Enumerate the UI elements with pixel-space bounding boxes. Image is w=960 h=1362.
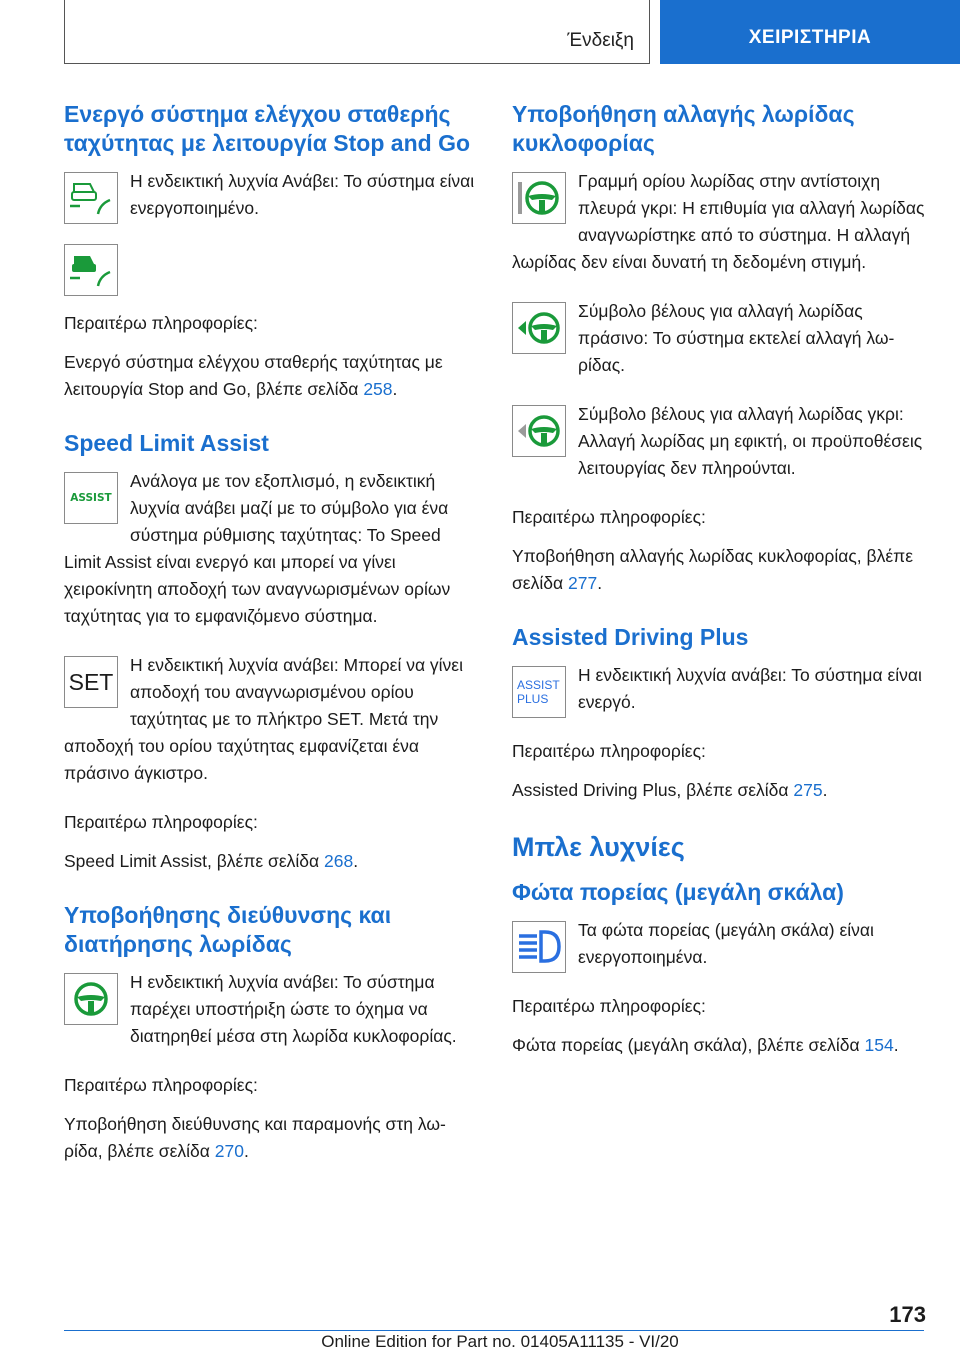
steering-wheel-grey-arrow-icon [512,405,566,457]
assist-plus-icon [512,666,566,718]
page-link-154[interactable]: 154 [864,1035,894,1055]
section-title-speed-limit-assist: Speed Limit Assist [64,430,269,456]
lane-change-green-arrow-text: Σύμβολο βέλους για αλλαγή λωρίδας πράσινο: Το σύστημα εκτελεί αλλαγή λωρίδας. [578,301,895,375]
page-number: 173 [889,1302,926,1327]
header-frame [64,0,650,64]
page-link-277[interactable]: 277 [567,573,598,593]
lane-change-grey-line-text: Γραμμή ορίου λωρίδας στην αντίστοιχη πλευρά γκρι: Η επιθυμία για αλλαγή λωρίδας αναγνωρίστηκε από το σύστημα. Η αλλαγή λωρίδας δεν είναι δυνατή τη δεδομένη στιγμή. [512,171,925,272]
more-info-label: Περαιτέρω πληροφορίες: [512,741,706,761]
set-indicator-text: Η ενδεικτική λυχνία ανάβει: Μπορεί να γίνει αποδοχή του αναγνωρισμένου ορίου ταχύτητας με το πλήκτρο SET. Μετά την αποδοχή του ορίου ταχύτητας εμφανίζεται ένα πράσινο άγκιστρο. [64,655,463,783]
assist-plus-icon-line2: PLUS [517,692,549,706]
steering-wheel-lane-line-icon [512,172,566,224]
stop-go-reference: Ενεργό σύστημα ελέγχου σταθερής ταχύτητας με λειτουργία Stop and Go, βλέπε σελίδα 258. [64,352,443,399]
lane-change-grey-arrow-block [512,401,926,494]
footer-divider [64,1330,924,1331]
assist-icon: ASSIST [64,472,118,524]
header-section-title: Ένδειξη [567,30,634,51]
steering-assist-block [64,969,478,1062]
set-icon: SET [64,656,118,708]
acc-stop-go-icon [64,172,118,224]
lane-change-reference: Υποβοήθηση αλλαγής λωρίδας κυκλοφορίας, βλέπε σελίδα 277. [512,546,913,593]
section-title-stop-go: Ενεργό σύστημα ελέγχου σταθερής ταχύτητας με λειτουργία Stop and Go [64,101,471,156]
section-title-blue-lamps: Μπλε λυχνίες [512,832,685,862]
header-chapter-tab[interactable]: ΧΕΙΡΙΣΤΗΡΙΑ [660,0,960,64]
speed-limit-assist-text: Ανάλογα με τον εξοπλισμό, η ενδεικτική λυχνία ανάβει μαζί με το σύμβολο για ένα σύστημα ρύθμισης ταχύτητας: Το Speed Limit Assist είναι ενεργό και μπορεί να γίνει χειροκίνητη αποδοχή των αναγνωρισμένων ορίων ταχύτητας για το εμφανιζόμενο σύστημα. [64,471,451,626]
more-info-label: Περαιτέρω πληροφορίες: [64,812,258,832]
steering-wheel-green-icon [64,973,118,1025]
high-beam-icon [512,921,566,973]
high-beam-block [512,917,926,983]
edition-footer: Online Edition for Part no. 01405A11135 - VI/20 [321,1332,679,1351]
section-title-lane-change: Υποβοήθηση αλλαγής λωρίδας κυκλοφορίας [512,101,855,156]
assisted-driving-plus-text: Η ενδεικτική λυχνία ανάβει: Το σύστημα είναι ενεργό. [578,665,922,712]
page-link-268[interactable]: 268 [324,851,354,871]
assisted-driving-plus-reference: Assisted Driving Plus, βλέπε σελίδα 275. [512,780,828,800]
more-info-label: Περαιτέρω πληροφορίες: [512,507,706,527]
stop-go-text: Η ενδεικτική λυχνία Ανάβει: Το σύστημα είναι ενεργοποιημένο. [130,171,475,218]
speed-limit-assist-block [64,468,478,642]
high-beam-reference: Φώτα πορείας (μεγάλη σκάλα), βλέπε σελίδα 154. [512,1035,899,1055]
assist-plus-icon-line1: ASSIST [517,678,560,692]
section-title-high-beam: Φώτα πορείας (μεγάλη σκάλα) [512,879,844,905]
steering-wheel-green-arrow-icon [512,302,566,354]
set-indicator-block [64,652,478,799]
acc-stop-go-active-icon [64,244,118,296]
section-title-assisted-driving-plus: Assisted Driving Plus [512,624,749,650]
lane-change-green-arrow-block [512,298,926,391]
more-info-label: Περαιτέρω πληροφορίες: [512,996,706,1016]
stop-go-indicator-block [64,168,478,234]
right-column [512,100,926,1071]
more-info-label: Περαιτέρω πληροφορίες: [64,1075,258,1095]
high-beam-text: Τα φώτα πορείας (μεγάλη σκάλα) είναι ενεργοποιημένα. [578,920,874,967]
assisted-driving-plus-block [512,662,926,728]
more-info-label: Περαιτέρω πληροφορίες: [64,313,258,333]
page-link-270[interactable]: 270 [214,1141,244,1161]
lane-change-grey-line-block [512,168,926,288]
left-column [64,100,478,1177]
steering-assist-reference: Υποβοήθηση διεύθυνσης και παραμονής στη λωρίδα, βλέπε σελίδα 270. [64,1114,446,1161]
speed-limit-assist-reference: Speed Limit Assist, βλέπε σελίδα 268. [64,851,359,871]
page-link-275[interactable]: 275 [793,780,823,800]
page-link-258[interactable]: 258 [363,379,393,399]
section-title-steering-assist: Υποβοήθησης διεύθυνσης και διατήρησης λωρίδας [64,902,392,957]
steering-assist-text: Η ενδεικτική λυχνία ανάβει: Το σύστημα παρέχει υποστήριξη ώστε το όχημα να διατηρηθεί μέσα στη λωρίδα κυκλοφορίας. [130,972,457,1046]
lane-change-grey-arrow-text: Σύμβολο βέλους για αλλαγή λωρίδας γκρι: Αλλαγή λωρίδας μη εφικτή, οι προϋποθέσεις λειτουργίας δεν πληρούνται. [578,404,923,478]
